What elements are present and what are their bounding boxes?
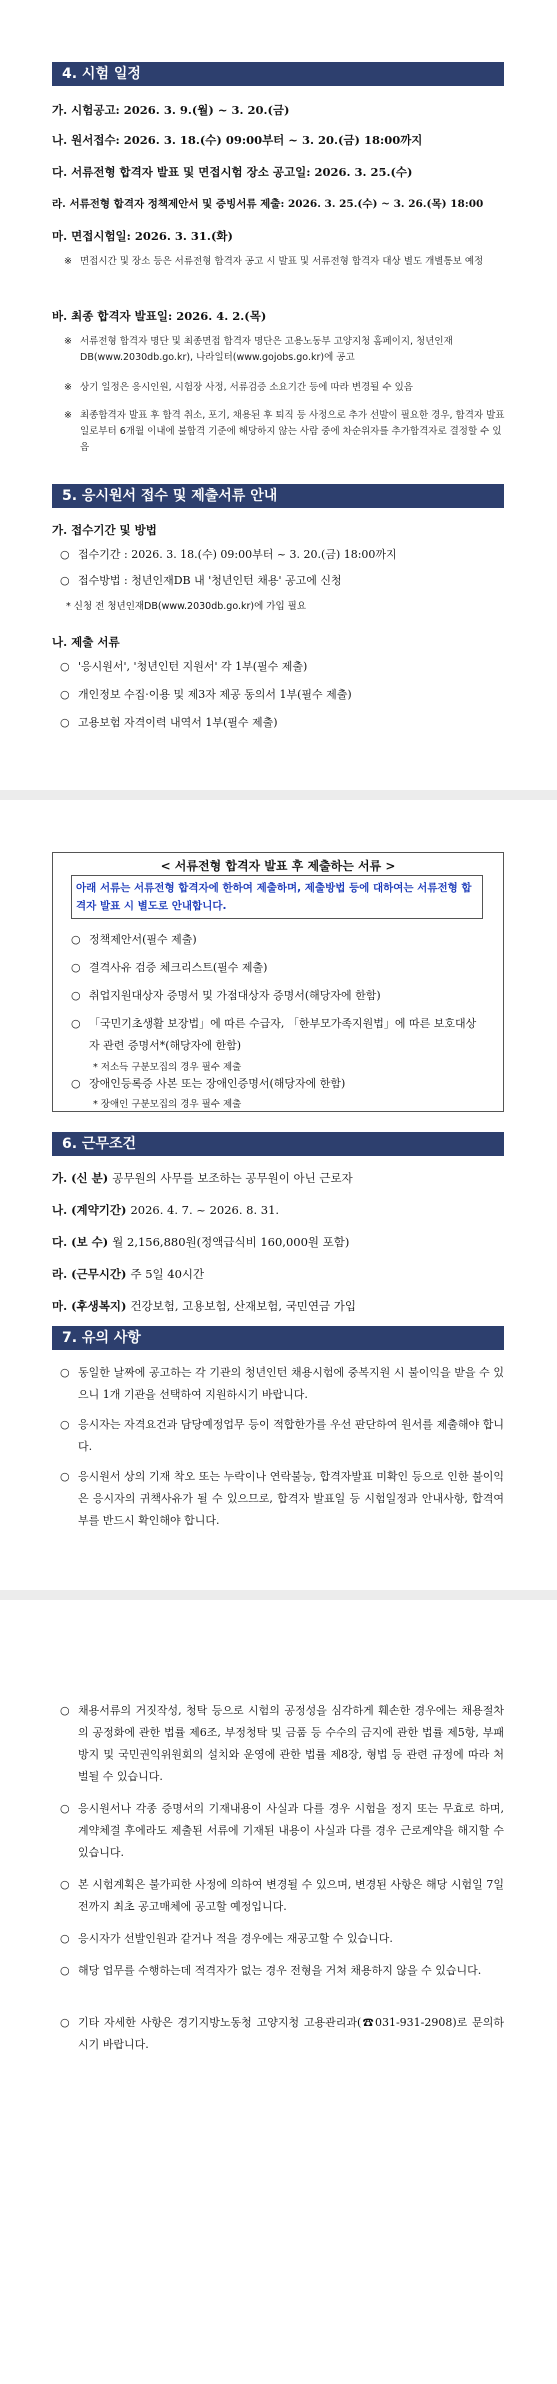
condition-row: 가. (신 분) 공무원의 사무를 보조하는 공무원이 아닌 근로자 [52,1171,353,1185]
box-title: < 서류전형 합격자 발표 후 제출하는 서류 > [160,859,396,873]
box-notice: 아래 서류는 서류전형 합격자에 한하여 제출하며, 제출방법 등에 대하여는 서류전형 합격자 발표 시 별도로 안내합니다. [71,875,483,919]
caution-item: ○ 기타 자세한 사항은 경기지방노동청 고양지청 고용관리과(☎031-931-2908)로 문의하시기 바랍니다. [60,2016,504,2051]
schedule-line-ba: 바. 최종 합격자 발표일: 2026. 4. 2.(목) [52,309,267,323]
caution-item: ○ 응시자는 자격요건과 담당예정업무 등이 적합한가를 우선 판단하여 원서를 제출해야 합니다. [60,1418,504,1453]
final-note-3: ※ 최종합격자 발표 후 합격 취소, 포기, 채용된 후 퇴직 등 사정으로 추가 선발이 필요한 경우, 합격자 발표일로부터 6개월 이내에 불합격 기준에 해당하지 않는 사람 중에 차순위자를 추가합격자로 결정할 수 있음 [64,410,505,453]
condition-row: 다. (보 수) 월 2,156,880원(정액급식비 160,000원 포함) [52,1235,350,1249]
caution-item: ○ 응시자가 선발인원과 같거나 적을 경우에는 재공고할 수 있습니다. [60,1932,393,1945]
caution-item: ○ 응시원서 상의 기재 착오 또는 누락이나 연락불능, 합격자발표 미확인 등으로 인한 불이익은 응시자의 귀책사유가 될 수 있으므로, 합격자 발표일 등 시험일정과 안내사항, 합격여부를 반드시 확인해야 합니다. [60,1470,504,1527]
caution-item: ○ 해당 업무를 수행하는데 적격자가 없는 경우 전형을 거쳐 채용하지 않을 수 있습니다. [60,1964,482,1977]
schedule-line-na: 나. 원서접수: 2026. 3. 18.(수) 09:00부터 ~ 3. 20.(금) 18:00까지 [52,133,423,147]
caution-item: ○ 본 시험계획은 불가피한 사정에 의하여 변경될 수 있으며, 변경된 사항은 해당 시험일 7일 전까지 최초 공고매체에 공고할 예정입니다. [60,1878,504,1913]
post-screening-documents-box [52,852,504,1112]
box-note-disability: * 장애인 구분모집의 경우 필수 제출 [93,1099,242,1110]
final-note-1: ※ 서류전형 합격자 명단 및 최종면접 합격자 명단은 고용노동부 고양지청 홈페이지, 청년인재DB(www.2030db.go.kr), 나라일터(www.gojobs.go.kr)에 공고 [64,336,453,363]
box-item: ○ 정책제안서(필수 제출) [71,933,197,946]
schedule-line-da: 다. 서류전형 합격자 발표 및 면접시험 장소 공고일: 2026. 3. 25.(수) [52,165,413,179]
schedule-line-ga: 가. 시험공고: 2026. 3. 9.(월) ~ 3. 20.(금) [52,103,290,117]
receipt-method-note: * 신청 전 청년인재DB(www.2030db.go.kr)에 가입 필요 [66,601,307,612]
page-1 [0,0,557,790]
final-note-2: ※ 상기 일정은 응시인원, 시험장 사정, 서류검증 소요기간 등에 따라 변경될 수 있음 [64,382,413,393]
caution-item: ○ 채용서류의 거짓작성, 청탁 등으로 시험의 공정성을 심각하게 훼손한 경우에는 채용절차의 공정화에 관한 법률 제6조, 부정청탁 및 금품 등 수수의 금지에 관한 법률 제5항, 부패방지 및 국민권익위원회의 설치와 운영에 관한 법률 제8장, 형법 등 관련 규정에 따라 처벌될 수 있습니다. [60,1704,504,1783]
condition-row: 마. (후생복지) 건강보험, 고용보험, 산재보험, 국민연금 가입 [52,1299,357,1313]
condition-row: 나. (계약기간) 2026. 4. 7. ~ 2026. 8. 31. [52,1203,280,1217]
section-5-header: 5. 응시원서 접수 및 제출서류 안내 [52,484,504,508]
document-item: ○ 고용보험 자격이력 내역서 1부(필수 제출) [60,716,278,729]
receipt-period: ○ 접수기간 : 2026. 3. 18.(수) 09:00부터 ~ 3. 20.(금) 18:00까지 [60,548,397,561]
receipt-subheading: 가. 접수기간 및 방법 [52,523,157,537]
condition-row: 라. (근무시간) 주 5일 40시간 [52,1267,205,1281]
box-item: ○ 취업지원대상자 증명서 및 가점대상자 증명서(해당자에 한함) [71,989,381,1002]
box-item: ○ 결격사유 검증 체크리스트(필수 제출) [71,961,268,974]
section-6-header: 6. 근무조건 [52,1132,504,1156]
documents-subheading: 나. 제출 서류 [52,635,120,649]
box-item: ○ 장애인등록증 사본 또는 장애인증명서(해당자에 한함) [71,1077,346,1090]
document-item: ○ '응시원서', '청년인턴 지원서' 각 1부(필수 제출) [60,660,308,673]
section-7-header: 7. 유의 사항 [52,1326,504,1350]
box-item: ○ 「국민기초생활 보장법」에 따른 수급자, 「한부모가족지원법」에 따른 보호대상자 관련 증명서*(해당자에 한함) [71,1017,477,1052]
schedule-line-ra: 라. 서류전형 합격자 정책제안서 및 증빙서류 제출: 2026. 3. 25.(수) ~ 3. 26.(목) 18:00 [52,198,484,210]
caution-item: ○ 동일한 날짜에 공고하는 각 기관의 청년인턴 채용시험에 중복지원 시 불이익을 받을 수 있으니 1개 기관을 선택하여 지원하시기 바랍니다. [60,1366,504,1401]
note-mark: ※ [64,256,72,267]
interview-note: ※ 면접시간 및 장소 등은 서류전형 합격자 공고 시 발표 및 서류전형 합격자 대상 별도 개별통보 예정 [68,254,508,270]
receipt-method: ○ 접수방법 : 청년인재DB 내 '청년인턴 채용' 공고에 신청 [60,574,342,587]
schedule-line-ma: 마. 면접시험일: 2026. 3. 31.(화) [52,229,233,243]
box-note-low-income: * 저소득 구분모집의 경우 필수 제출 [93,1062,242,1073]
document-item: ○ 개인정보 수집·이용 및 제3자 제공 동의서 1부(필수 제출) [60,688,352,701]
caution-item: ○ 응시원서나 각종 증명서의 기재내용이 사실과 다를 경우 시험을 정지 또는 무효로 하며, 계약체결 후에라도 제출된 서류에 기재된 내용이 사실과 다를 경우 근로계약을 해지할 수 있습니다. [60,1802,504,1859]
section-4-header: 4. 시험 일정 [52,62,504,86]
